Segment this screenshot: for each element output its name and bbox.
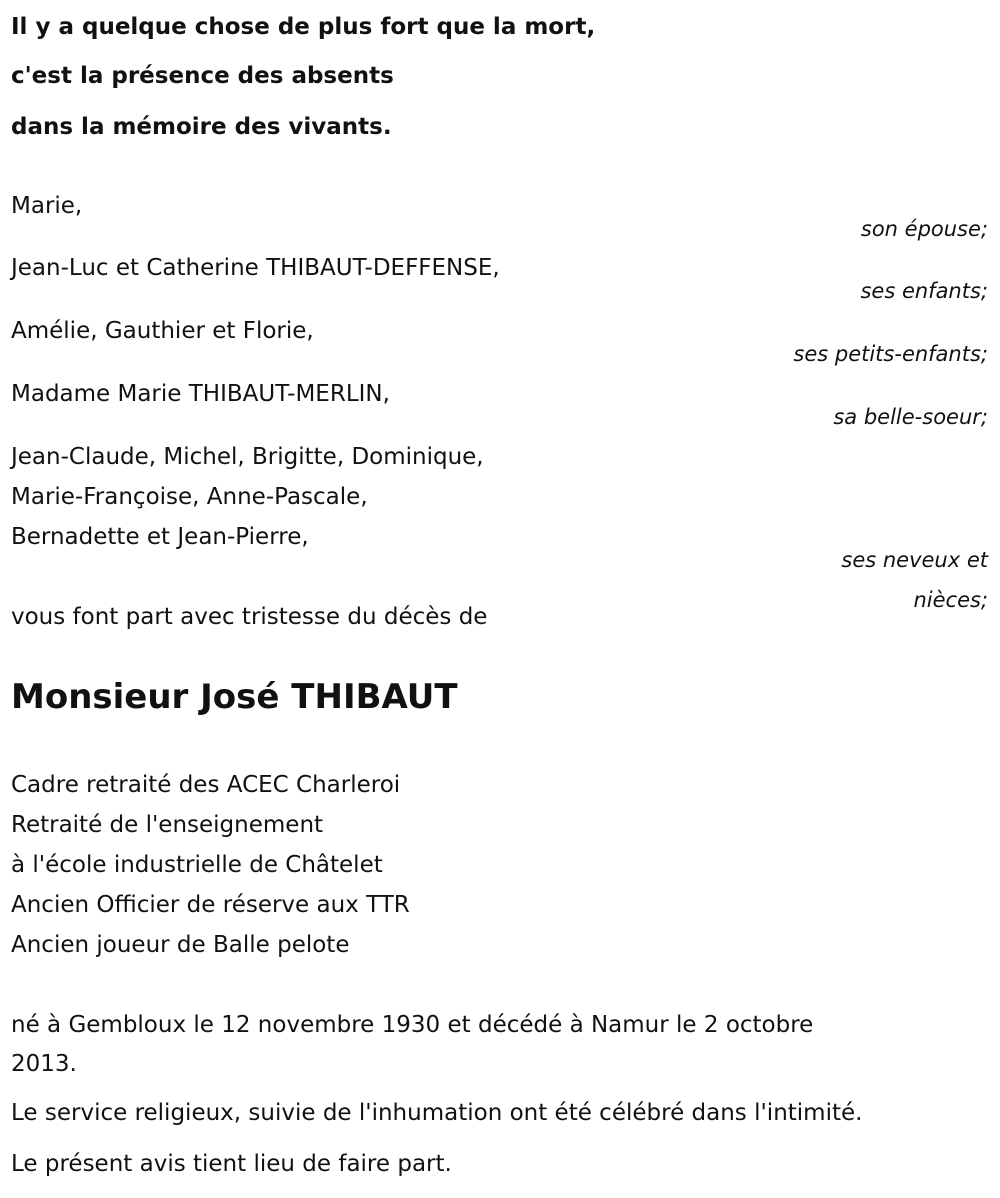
quote-line-2: c'est la présence des absents: [11, 63, 394, 89]
birth-death-line-2: 2013.: [11, 1051, 77, 1077]
quote-line-3: dans la mémoire des vivants.: [11, 114, 392, 140]
titles-list: [11, 765, 410, 965]
nephews-line-2: Marie-Françoise, Anne-Pascale,: [11, 484, 368, 510]
grandchildren-names: Amélie, Gauthier et Florie,: [11, 318, 314, 344]
sister-in-law-name: Madame Marie THIBAUT-MERLIN,: [11, 381, 390, 407]
nephews-line-1: Jean-Claude, Michel, Brigitte, Dominique,: [11, 444, 484, 470]
title-item: Retraité de l'enseignement: [11, 812, 324, 838]
notice-text: Le présent avis tient lieu de faire part.: [11, 1151, 452, 1177]
spouse-relation: son épouse;: [860, 217, 988, 241]
title-item: Ancien joueur de Balle pelote: [11, 932, 350, 958]
children-names: Jean-Luc et Catherine THIBAUT-DEFFENSE,: [11, 255, 500, 281]
title-item: Cadre retraité des ACEC Charleroi: [11, 772, 401, 798]
grandchildren-relation: ses petits-enfants;: [793, 342, 988, 366]
children-relation: ses enfants;: [860, 279, 988, 303]
deceased-name: Monsieur José THIBAUT: [11, 677, 458, 717]
spouse-name: Marie,: [11, 193, 83, 219]
service-text: Le service religieux, suivie de l'inhumation ont été célébré dans l'intimité.: [11, 1100, 863, 1126]
nephews-relation-line-1: ses neveux et: [841, 548, 988, 572]
title-item: Ancien Officier de réserve aux TTR: [11, 892, 410, 918]
nephews-line-3: Bernadette et Jean-Pierre,: [11, 524, 309, 550]
nephews-relation-line-2: nièces;: [913, 588, 988, 612]
birth-death-line-1: né à Gembloux le 12 novembre 1930 et décédé à Namur le 2 octobre: [11, 1012, 814, 1038]
announcement-text: vous font part avec tristesse du décès de: [11, 604, 488, 630]
sister-in-law-relation: sa belle-soeur;: [833, 405, 988, 429]
title-item: à l'école industrielle de Châtelet: [11, 852, 383, 878]
quote-line-1: Il y a quelque chose de plus fort que la mort,: [11, 14, 596, 40]
